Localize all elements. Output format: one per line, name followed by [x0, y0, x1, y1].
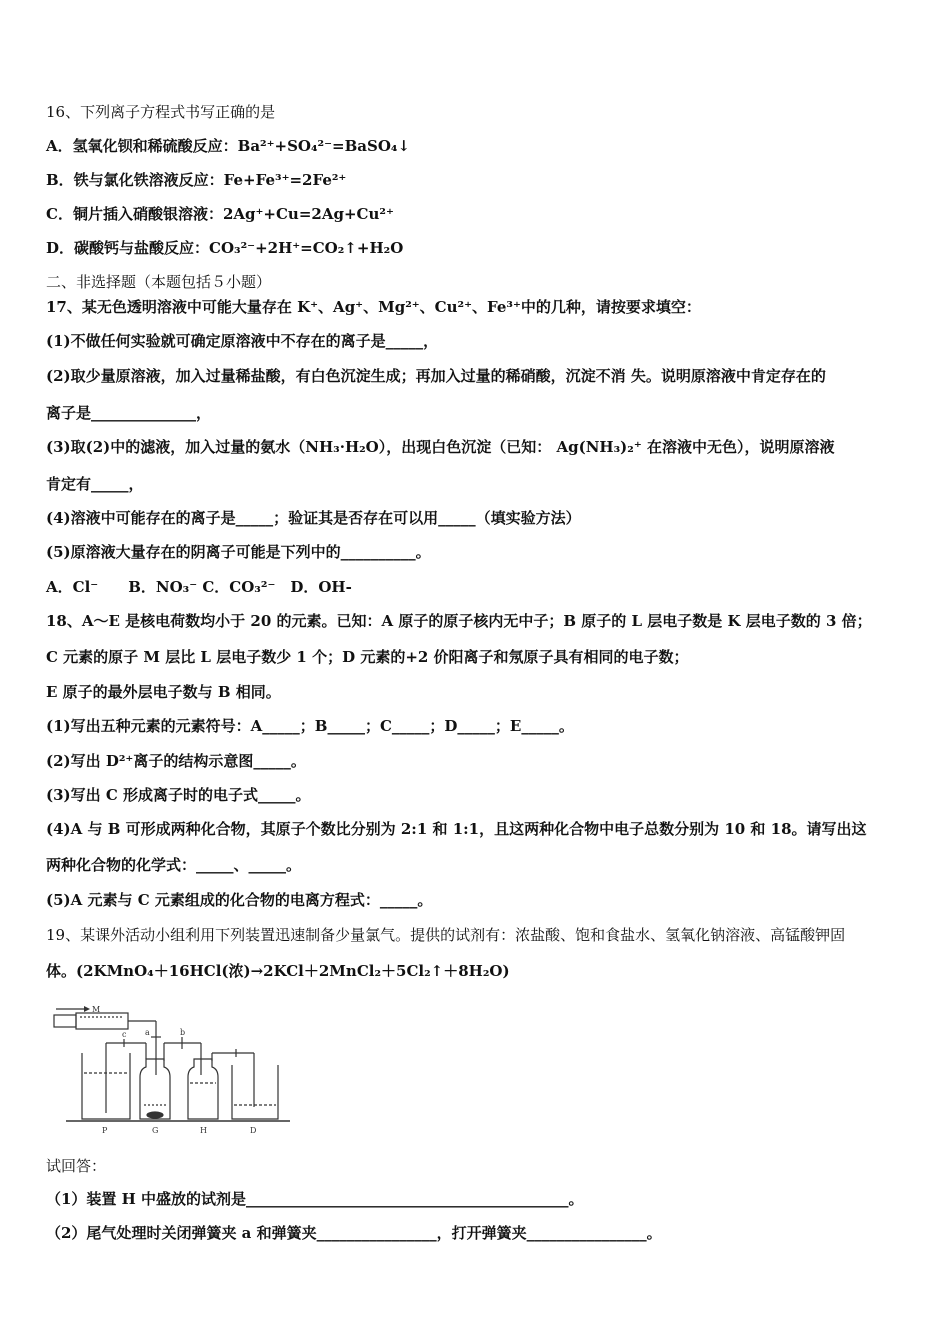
apparatus-diagram	[46, 995, 296, 1135]
q19-part2: （2）尾气处理时关闭弹簧夹 a 和弹簧夹________________，打开弹簧夹________________。	[46, 1224, 662, 1242]
label-p: P	[102, 1126, 108, 1135]
q16-option-b: B．铁与氯化铁溶液反应：Fe+Fe³⁺=2Fe²⁺	[46, 171, 347, 189]
q16-option-d: D．碳酸钙与盐酸反应：CO₃²⁻+2H⁺=CO₂↑+H₂O	[46, 239, 404, 257]
q19-answer-intro: 试回答：	[46, 1157, 107, 1175]
q17-stem: 17、某无色透明溶液中可能大量存在 K⁺、Ag⁺、Mg²⁺、Cu²⁺、Fe³⁺中的几种，请按要求填空：	[46, 298, 701, 316]
q18-part5: (5)A 元素与 C 元素组成的化合物的电离方程式：_____。	[46, 891, 433, 909]
syringe-plunger	[54, 1015, 76, 1027]
q17-part3-line1: (3)取(2)中的滤液，加入过量的氨水（NH₃·H₂O），出现白色沉淀（已知： Ag(NH₃)₂⁺ 在溶液中无色），说明原溶液	[46, 438, 835, 456]
q17-part5: (5)原溶液大量存在的阴离子可能是下列中的__________。	[46, 543, 431, 561]
q17-part3-line2: 肯定有_____，	[46, 475, 144, 493]
syringe-barrel	[76, 1013, 128, 1029]
arrow-head	[84, 1006, 90, 1012]
q17-part1: (1)不做任何实验就可确定原溶液中不存在的离子是_____，	[46, 332, 439, 350]
q16-stem: 16、下列离子方程式书写正确的是	[46, 103, 276, 121]
q18-part3: (3)写出 C 形成离子时的电子式_____。	[46, 786, 311, 804]
q19-part1: （1）装置 H 中盛放的试剂是___________________________________________。	[46, 1190, 584, 1208]
q18-part2: (2)写出 D²⁺离子的结构示意图_____。	[46, 752, 306, 770]
q18-stem-line3: E 原子的最外层电子数与 B 相同。	[46, 683, 281, 701]
label-m: M	[92, 1005, 101, 1014]
q17-part2-line1: (2)取少量原溶液，加入过量稀盐酸，有白色沉淀生成；再加入过量的稀硝酸，沉淀不消 失。说明原溶液中肯定存在的	[46, 367, 826, 385]
q17-part4: (4)溶液中可能存在的离子是_____；验证其是否存在可以用_____（填实验方法）	[46, 509, 581, 527]
label-g: G	[152, 1126, 159, 1135]
q18-part4-line1: (4)A 与 B 可形成两种化合物，其原子个数比分别为 2:1 和 1:1，且这两种化合物中电子总数分别为 10 和 18。请写出这	[46, 820, 867, 838]
label-h: H	[200, 1126, 207, 1135]
q16-option-c: C．铜片插入硝酸银溶液：2Ag⁺+Cu=2Ag+Cu²⁺	[46, 205, 394, 223]
label-b: b	[180, 1028, 186, 1037]
beaker-d	[232, 1065, 278, 1119]
q18-stem-line1: 18、A～E 是核电荷数均小于 20 的元素。已知：A 原子的原子核内无中子；B 原子的 L 层电子数是 K 层电子数的 3 倍；	[46, 612, 872, 630]
q17-part2-line2: 离子是______________，	[46, 404, 212, 422]
q18-part1: (1)写出五种元素的元素符号：A_____；B_____；C_____；D_____；E_____。	[46, 717, 574, 735]
label-c: c	[122, 1030, 127, 1039]
bottle-h	[188, 1059, 218, 1119]
q19-stem-line2: 体。(2KMnO₄＋16HCl(浓)→2KCl＋2MnCl₂＋5Cl₂↑＋8H₂O)	[46, 962, 510, 980]
label-d: D	[250, 1126, 257, 1135]
q18-part4-line2: 两种化合物的化学式：_____、_____。	[46, 856, 302, 874]
q16-option-a: A．氢氧化钡和稀硫酸反应：Ba²⁺+SO₄²⁻=BaSO₄↓	[46, 137, 411, 155]
q17-options: A．Cl⁻ B．NO₃⁻ C．CO₃²⁻ D．OH-	[46, 578, 352, 596]
bottle-g	[140, 1059, 170, 1119]
bottle-g-kmno4	[147, 1112, 163, 1118]
q19-stem-line1: 19、某课外活动小组利用下列装置迅速制备少量氯气。提供的试剂有：浓盐酸、饱和食盐水、氢氧化钠溶液、高锰酸钾固	[46, 926, 846, 944]
q18-stem-line2: C 元素的原子 M 层比 L 层电子数少 1 个；D 元素的+2 价阳离子和氖原子具有相同的电子数；	[46, 648, 689, 666]
section-heading: 二、非选择题（本题包括５小题）	[46, 273, 272, 291]
label-a: a	[145, 1028, 150, 1037]
